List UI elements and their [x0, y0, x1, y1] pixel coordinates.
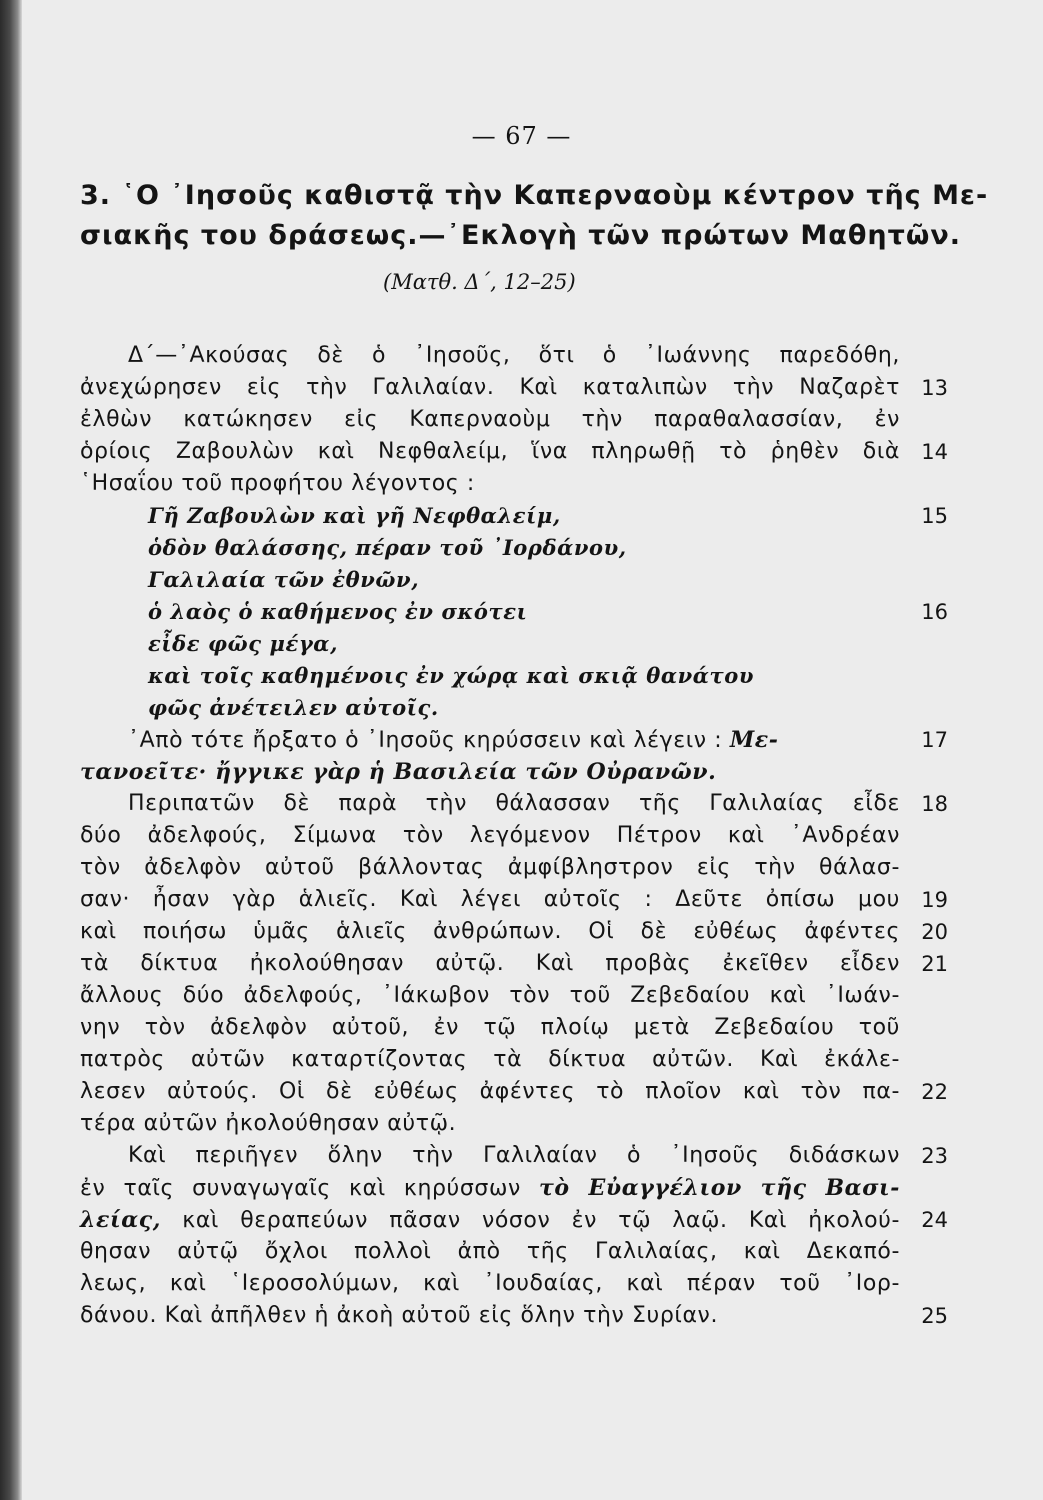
verse-number: 21	[921, 952, 948, 976]
text-line: θησαν αὐτῷ ὄχλοι πολλοὶ ἀπὸ τῆς Γαλιλαίας, καὶ Δεκαπό-	[80, 1239, 900, 1264]
verse-number: 20	[921, 920, 948, 944]
poem-line: ὁδὸν θαλάσσης, πέραν τοῦ ᾿Ιορδάνου,	[148, 535, 627, 560]
text-line: Δ΄—᾿Ακούσας δὲ ὁ ᾿Ιησοῦς, ὅτι ὁ ᾿Ιωάννης παρεδόθη,	[128, 343, 900, 368]
text-line: λεσεν αὐτούς. Οἱ δὲ εὐθέως ἀφέντες τὸ πλοῖον καὶ τὸν πα-	[80, 1079, 900, 1104]
poem-line: ὁ λαὸς ὁ καθήμενος ἐν σκότει	[148, 599, 528, 624]
verse-number: 17	[921, 728, 948, 752]
text-line	[80, 1172, 900, 1204]
verse-number: 19	[921, 888, 948, 912]
verse-number: 13	[921, 376, 948, 400]
emphasis-text: λείας,	[80, 1207, 162, 1233]
poem-line: Γῆ Ζαβουλὼν καὶ γῆ Νεφθαλείμ,	[148, 503, 561, 528]
text-line: πατρὸς αὐτῶν καταρτίζοντας τὰ δίκτυα αὐτῶν. Καὶ ἐκάλε-	[80, 1047, 900, 1072]
text-line: ἀνεχώρησεν εἰς τὴν Γαλιλαίαν. Καὶ καταλιπὼν τὴν Ναζαρὲτ	[80, 375, 900, 400]
verse-number: 24	[921, 1208, 948, 1232]
verse-number: 25	[921, 1304, 948, 1328]
text-line: τέρα αὐτῶν ἠκολούθησαν αὐτῷ.	[80, 1111, 457, 1136]
text-line: ἐλθὼν κατώκησεν εἰς Καπερναοὺμ τὴν παραθαλασσίαν, ἐν	[80, 407, 900, 432]
poem-line: φῶς ἀνέτειλεν αὐτοῖς.	[148, 695, 439, 720]
verse-number: 18	[921, 792, 948, 816]
page-number: — 67 —	[471, 122, 572, 150]
text-span: ᾿Απὸ τότε ἤρξατο ὁ ᾿Ιησοῦς κηρύσσειν καὶ λέγειν :	[128, 728, 723, 753]
scripture-reference: (Ματθ. Δ΄, 12–25)	[383, 270, 576, 294]
text-line: καὶ ποιήσω ὑμᾶς ἁλιεῖς ἀνθρώπων. Οἱ δὲ εὐθέως ἀφέντες	[80, 919, 900, 944]
poem-line: εἶδε φῶς μέγα,	[148, 631, 338, 656]
emphasis-text: Με-	[729, 727, 779, 753]
text-line	[80, 1204, 900, 1236]
text-line: δύο ἀδελφούς, Σίμωνα τὸν λεγόμενον Πέτρον καὶ ᾿Ανδρέαν	[80, 823, 900, 848]
text-span: ἐν ταῖς συναγωγαῖς καὶ κηρύσσων	[80, 1176, 521, 1201]
poem-line: Γαλιλαία τῶν ἐθνῶν,	[148, 567, 420, 592]
emphasis-text: τὸ Εὐαγγέλιον τῆς Βασι-	[539, 1175, 900, 1201]
text-line: σαν· ἦσαν γὰρ ἁλιεῖς. Καὶ λέγει αὐτοῖς : Δεῦτε ὀπίσω μου	[80, 887, 900, 912]
text-line	[128, 724, 900, 756]
text-line: λεως, καὶ ῾Ιεροσολύμων, καὶ ᾿Ιουδαίας, καὶ πέραν τοῦ ᾿Ιορ-	[80, 1271, 900, 1296]
verse-number: 23	[921, 1144, 948, 1168]
verse-number: 14	[921, 440, 948, 464]
text-line: Περιπατῶν δὲ παρὰ τὴν θάλασσαν τῆς Γαλιλαίας εἶδε	[128, 791, 900, 816]
text-line: ῾Ησαΐου τοῦ προφήτου λέγοντος :	[80, 471, 475, 496]
text-line: ἄλλους δύο ἀδελφούς, ᾿Ιάκωβον τὸν τοῦ Ζεβεδαίου καὶ ᾿Ιωάν-	[80, 983, 900, 1008]
verse-number: 15	[921, 504, 948, 528]
text-span: καὶ θεραπεύων πᾶσαν νόσον ἐν τῷ λαῷ. Καὶ ἠκολού-	[182, 1208, 901, 1233]
chapter-heading-line-2: σιακῆς του δράσεως.—᾿Εκλογὴ τῶν πρώτων Μαθητῶν.	[80, 220, 961, 251]
verse-number: 22	[921, 1080, 948, 1104]
verse-number: 16	[921, 600, 948, 624]
text-line: Καὶ περιῆγεν ὅλην τὴν Γαλιλαίαν ὁ ᾿Ιησοῦς διδάσκων	[128, 1143, 900, 1168]
text-line: δάνου. Καὶ ἀπῆλθεν ἡ ἀκοὴ αὐτοῦ εἰς ὅλην τὴν Συρίαν.	[80, 1303, 719, 1328]
text-line: τὰ δίκτυα ἠκολούθησαν αὐτῷ. Καὶ προβὰς ἐκεῖθεν εἶδεν	[80, 951, 900, 976]
text-line: νην τὸν ἀδελφὸν αὐτοῦ, ἐν τῷ πλοίῳ μετὰ Ζεβεδαίου τοῦ	[80, 1015, 900, 1040]
text-line: τὸν ἀδελφὸν αὐτοῦ βάλλοντας ἀμφίβληστρον εἰς τὴν θάλασ-	[80, 855, 900, 880]
text-line: ὁρίοις Ζαβουλὼν καὶ Νεφθαλείμ, ἵνα πληρωθῇ τὸ ῥηθὲν διὰ	[80, 439, 900, 464]
emphasis-line: τανοεῖτε· ἤγγικε γὰρ ἡ Βασιλεία τῶν Οὐρανῶν.	[80, 759, 717, 785]
poem-line: καὶ τοῖς καθημένοις ἐν χώρᾳ καὶ σκιᾷ θανάτου	[148, 663, 755, 688]
chapter-heading-line-1: 3. ῾Ο ᾿Ιησοῦς καθιστᾷ τὴν Καπερναοὺμ κέντρον τῆς Με-	[80, 180, 989, 211]
